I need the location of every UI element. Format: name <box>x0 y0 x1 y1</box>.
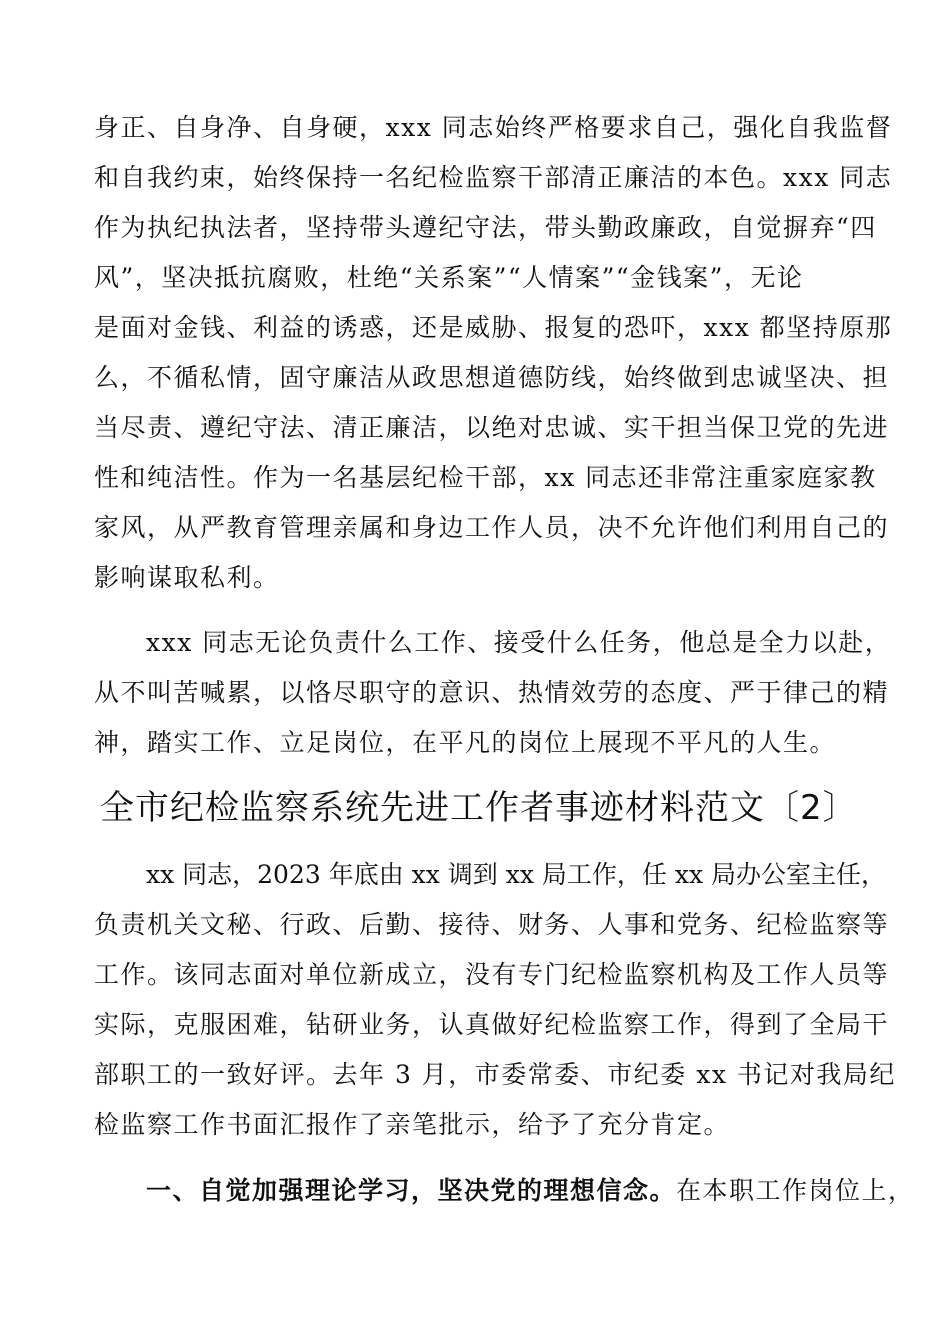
section-heading: 全市纪检监察系统先进工作者事迹材料范文〔2〕 <box>100 788 858 828</box>
paragraph-line: xx 同志，2023 年底由 xx 调到 xx 局工作，任 xx 局办公室主任， <box>146 860 886 889</box>
bold-lead-text: 一、自觉加强理论学习，坚决党的理想信念。 <box>146 1176 677 1205</box>
paragraph-line: 部职工的一致好评。去年 3 月，市委常委、市纪委 xx 书记对我局纪 <box>94 1060 896 1089</box>
paragraph-line: 检监察工作书面汇报作了亲笔批示，给予了充分肯定。 <box>94 1110 731 1139</box>
paragraph-line: 性和纯洁性。作为一名基层纪检干部，xx 同志还非常注重家庭家教 <box>94 463 877 492</box>
paragraph-line <box>146 1176 915 1206</box>
paragraph-line: 么，不循私情，固守廉洁从政思想道德防线，始终做到忠诚坚决、担 <box>94 363 890 392</box>
paragraph-line: 负责机关文秘、行政、后勤、接待、财务、人事和党务、纪检监察等 <box>94 910 890 939</box>
paragraph-line: 家风，从严教育管理亲属和身边工作人员，决不允许他们利用自己的 <box>94 513 890 542</box>
paragraph-line: 神，踏实工作、立足岗位，在平凡的岗位上展现不平凡的人生。 <box>94 728 837 757</box>
paragraph-line: 实际，克服困难，钻研业务，认真做好纪检监察工作，得到了全局干 <box>94 1010 890 1039</box>
paragraph-line: 风”，坚决抵抗腐败，杜绝“关系案”“人情案”“金钱案”，无论 <box>94 263 804 292</box>
paragraph-line: 当尽责、遵纪守法、清正廉洁，以绝对忠诚、实干担当保卫党的先进 <box>94 413 890 442</box>
paragraph-line: 影响谋取私利。 <box>94 563 280 592</box>
paragraph-line: 身正、自身净、自身硬，xxx 同志始终严格要求自己，强化自我监督 <box>94 113 893 142</box>
paragraph-text: 在本职工作岗位上， <box>676 1176 915 1205</box>
paragraph-line: 从不叫苦喊累，以恪尽职守的意识、热情效劳的态度、严于律己的精 <box>94 678 890 707</box>
paragraph-line: xxx 同志无论负责什么工作、接受什么任务，他总是全力以赴， <box>146 628 892 657</box>
paragraph-line: 和自我约束，始终保持一名纪检监察干部清正廉洁的本色。xxx 同志 <box>94 163 893 192</box>
paragraph-line: 工作。该同志面对单位新成立，没有专门纪检监察机构及工作人员等 <box>94 960 890 989</box>
paragraph-line: 是面对金钱、利益的诱惑，还是威胁、报复的恐吓，xxx 都坚持原那 <box>94 313 893 342</box>
paragraph-line: 作为执纪执法者，坚持带头遵纪守法，带头勤政廉政，自觉摒弃“四 <box>94 213 877 242</box>
